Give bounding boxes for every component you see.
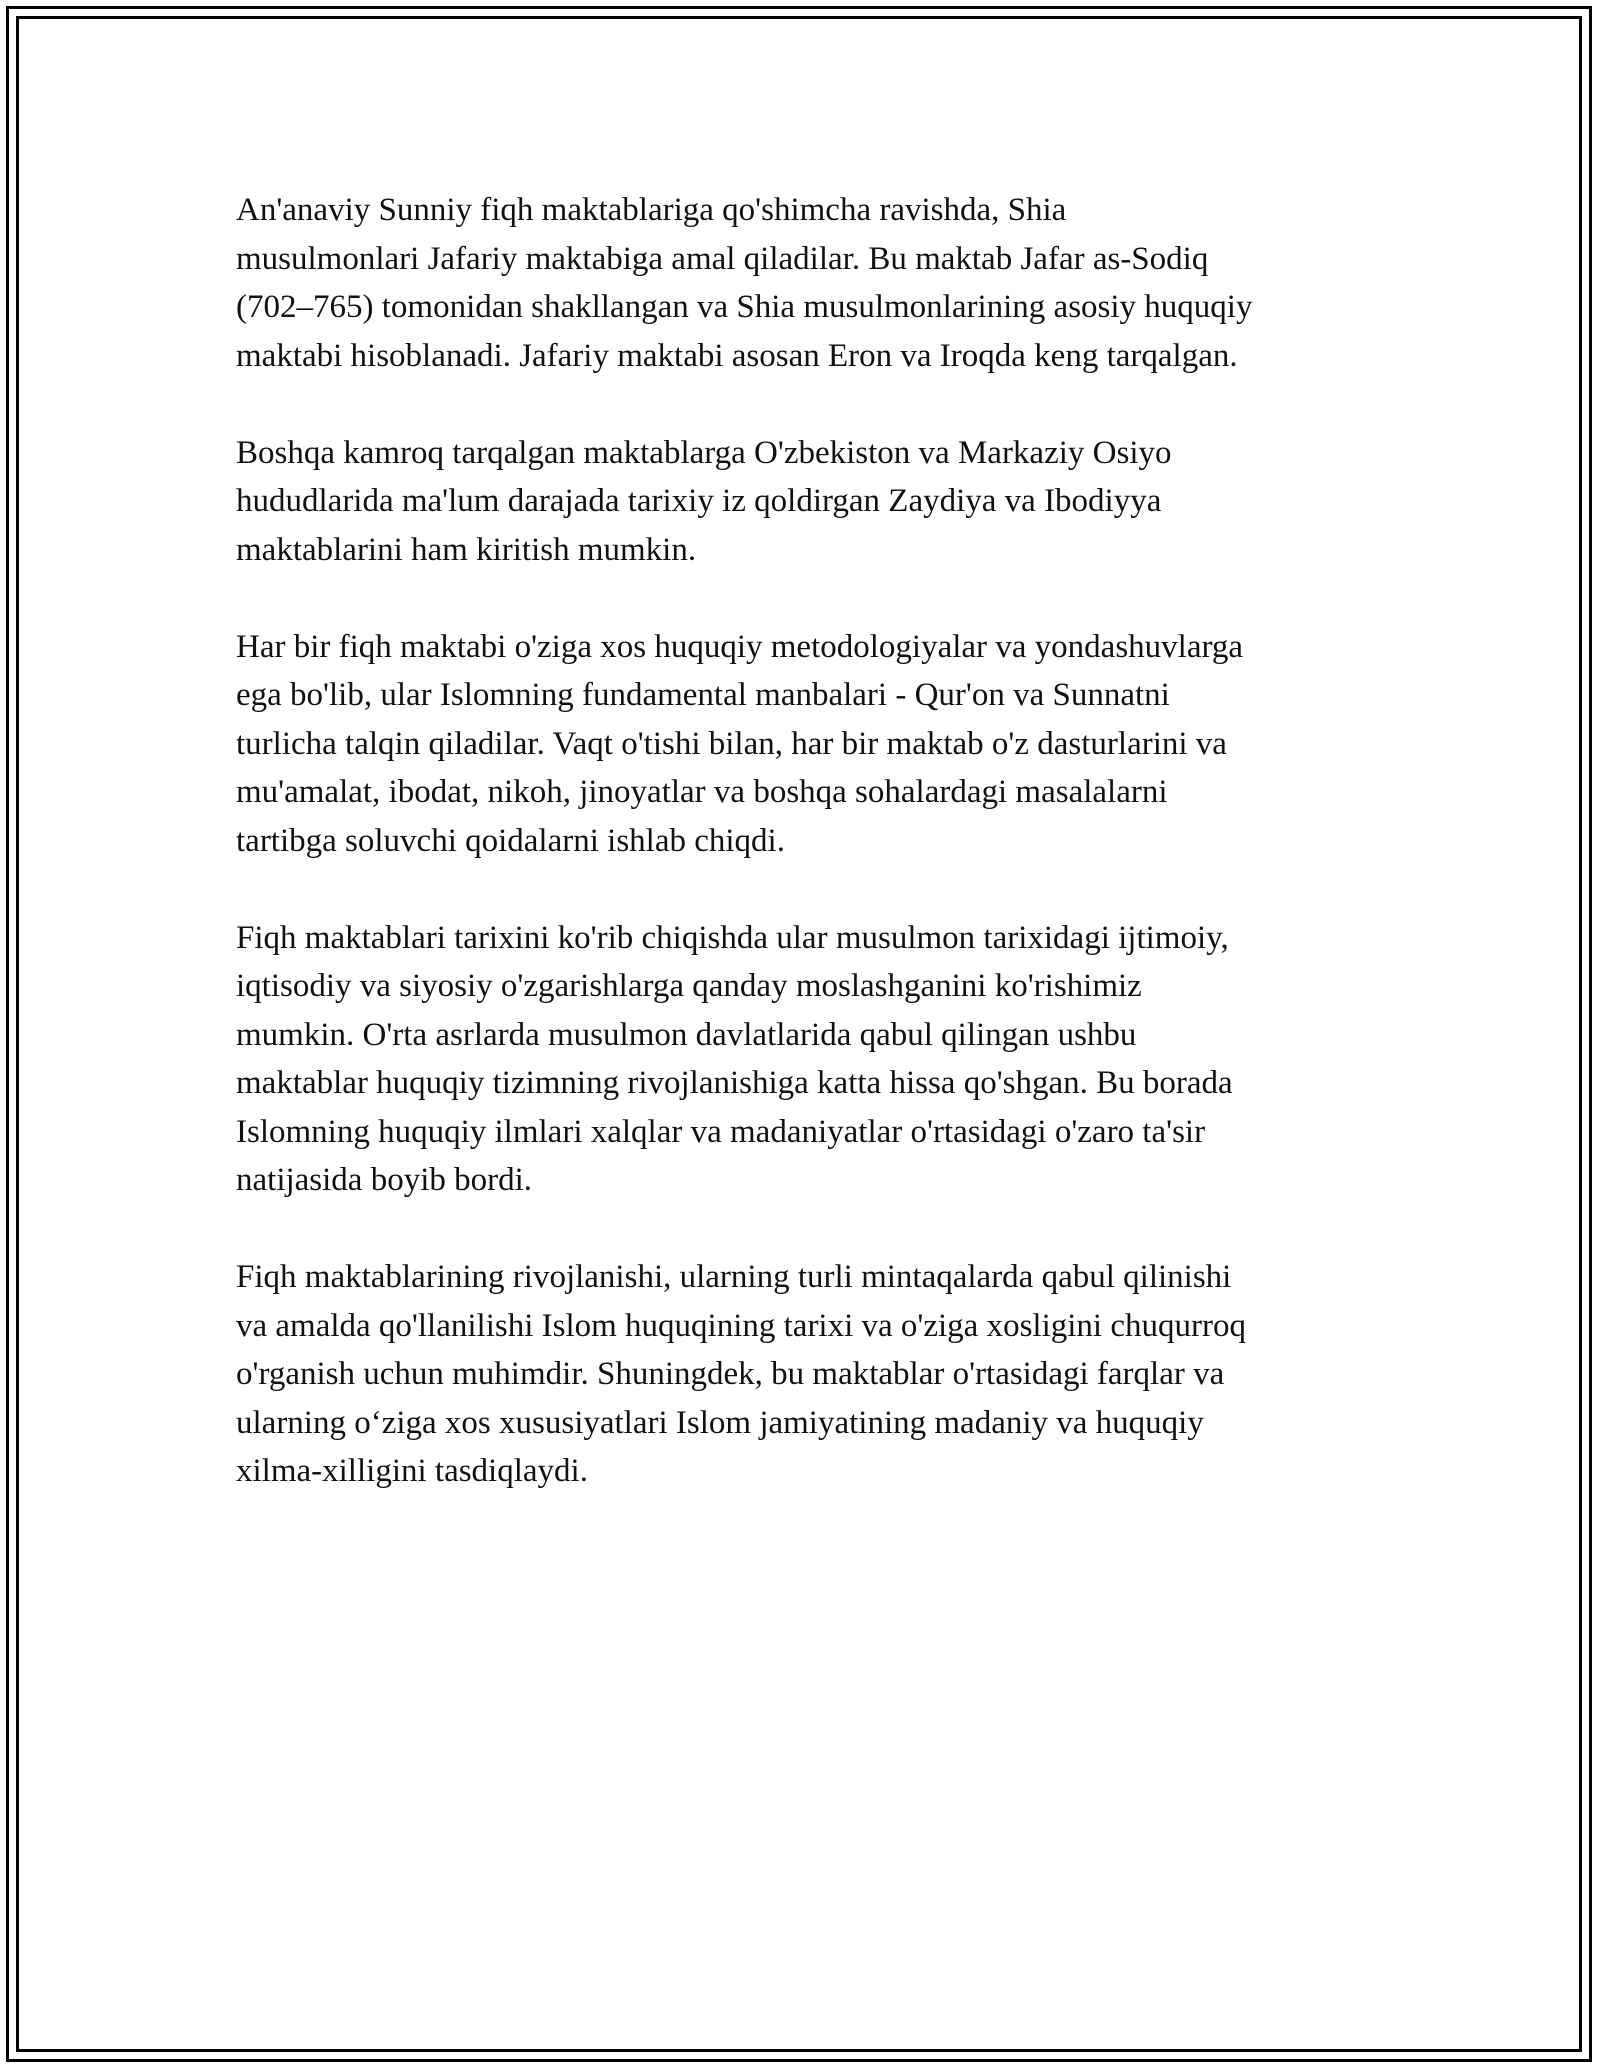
document-body bbox=[236, 186, 1366, 1544]
text-line: maktablar huquqiy tizimning rivojlanishiga katta hissa qo'shgan. Bu borada bbox=[236, 1065, 1233, 1101]
text-line: turlicha talqin qiladilar. Vaqt o'tishi bilan, har bir maktab o'z dasturlarini va bbox=[236, 725, 1227, 762]
text-line: Boshqa kamroq tarqalgan maktablarga O'zbekiston va Markaziy Osiyo bbox=[236, 434, 1172, 471]
text-line: Har bir fiqh maktabi o'ziga xos huquqiy metodologiyalar va yondashuvlarga bbox=[236, 628, 1244, 665]
text-line: tartibga soluvchi qoidalarni ishlab chiqdi. bbox=[236, 822, 785, 859]
text-line: mu'amalat, ibodat, nikoh, jinoyatlar va boshqa sohalardagi masalalarni bbox=[236, 774, 1168, 810]
text-line: (702–765) tomonidan shakllangan va Shia musulmonlarining asosiy huquqiy bbox=[236, 289, 1253, 325]
text-line: iqtisodiy va siyosiy o'zgarishlarga qanday moslashganini ko'rishimiz bbox=[236, 968, 1142, 1004]
text-line: o'rganish uchun muhimdir. Shuningdek, bu maktablar o'rtasidagi farqlar va bbox=[236, 1356, 1225, 1392]
text-line: ega bo'lib, ular Islomning fundamental manbalari - Qur'on va Sunnatni bbox=[236, 677, 1170, 713]
text-line: Fiqh maktablarining rivojlanishi, ularning turli mintaqalarda qabul qilinishi bbox=[236, 1259, 1232, 1295]
paragraph-2 bbox=[236, 429, 1366, 575]
paragraph-4 bbox=[236, 914, 1366, 1205]
text-line: maktablarini ham kiritish mumkin. bbox=[236, 531, 697, 568]
paragraph-5 bbox=[236, 1253, 1366, 1496]
text-line: va amalda qo'llanilishi Islom huquqining tarixi va o'ziga xosligini chuqurroq bbox=[236, 1307, 1246, 1344]
text-line: Islomning huquqiy ilmlari xalqlar va madaniyatlar o'rtasidagi o'zaro ta'sir bbox=[236, 1113, 1206, 1150]
paragraph-1 bbox=[236, 186, 1366, 380]
text-line: Fiqh maktablari tarixini ko'rib chiqishda ular musulmon tarixidagi ijtimoiy, bbox=[236, 919, 1229, 956]
text-line: ularning o‘ziga xos xususiyatlari Islom jamiyatining madaniy va huquqiy bbox=[236, 1404, 1204, 1441]
text-line: natijasida boyib bordi. bbox=[236, 1162, 533, 1198]
text-line: hududlarida ma'lum darajada tarixiy iz qoldirgan Zaydiya va Ibodiyya bbox=[236, 483, 1162, 519]
text-line: musulmonlari Jafariy maktabiga amal qiladilar. Bu maktab Jafar as-Sodiq bbox=[236, 240, 1209, 277]
text-line: mumkin. O'rta asrlarda musulmon davlatlarida qabul qilingan ushbu bbox=[236, 1016, 1137, 1053]
text-line: xilma-xilligini tasdiqlaydi. bbox=[236, 1453, 588, 1489]
paragraph-3 bbox=[236, 623, 1366, 866]
text-line: maktabi hisoblanadi. Jafariy maktabi asosan Eron va Iroqda keng tarqalgan. bbox=[236, 337, 1238, 374]
text-line: An'anaviy Sunniy fiqh maktablariga qo'shimcha ravishda, Shia bbox=[236, 192, 1067, 228]
